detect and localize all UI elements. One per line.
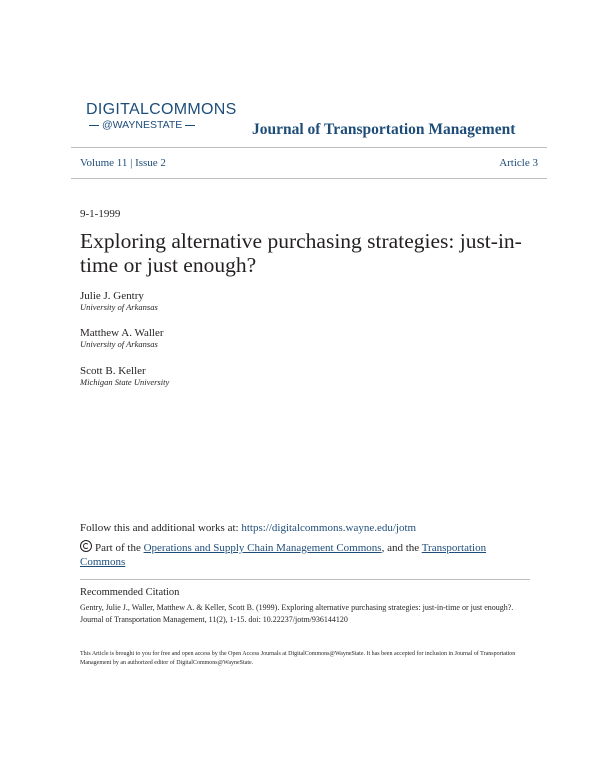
article-title: Exploring alternative purchasing strategies: just-in-time or just enough? [80, 229, 522, 277]
article-number[interactable]: Article 3 [499, 157, 538, 169]
digitalcommons-logo-text: DIGITALCOMMONS [86, 101, 237, 118]
open-access-note: This Article is brought to you for free and open access by the Open Access Journals at DigitalCommons@WayneState. It has been accepted for inclusion in Journal of Transportation Management by an authorized editor of DigitalCommons@WayneState. [80, 651, 516, 666]
logo-rule-left [89, 125, 99, 126]
publication-date: 9-1-1999 [80, 208, 121, 220]
waynestate-logo-text [86, 119, 198, 131]
logo-rule-right [185, 125, 195, 126]
author-block-2 [80, 327, 164, 349]
recommended-citation-text: Gentry, Julie J., Waller, Matthew A. & Keller, Scott B. (1999). Exploring alternative purchasing strategies: just-in-time or just enough?. Journal of Transportation Management, 11(2), 1-15. doi: 10.22237/jotm/936144120 [80, 603, 514, 624]
author-affiliation: Michigan State University [80, 377, 170, 387]
header-divider-top [71, 147, 547, 148]
operations-commons-link[interactable]: Operations and Supply Chain Management Commons [143, 542, 382, 554]
recommended-citation-heading: Recommended Citation [80, 587, 180, 598]
issue-link[interactable]: Issue 2 [135, 157, 166, 169]
author-name[interactable]: Scott B. Keller [80, 365, 146, 377]
volume-issue [80, 157, 166, 169]
author-block-1 [80, 290, 158, 312]
journal-title-link[interactable]: Journal of Transportation Management [252, 121, 516, 138]
author-affiliation: University of Arkansas [80, 302, 158, 312]
author-name[interactable]: Julie J. Gentry [80, 290, 144, 302]
part-of-commons [80, 540, 525, 569]
follow-url-link[interactable]: https://digitalcommons.wayne.edu/jotm [241, 522, 417, 534]
part-of-middle: , and the [381, 542, 422, 554]
volume-link[interactable]: Volume 11 [80, 157, 128, 169]
logo-line2: @WAYNESTATE [102, 119, 183, 131]
part-of-prefix: Part of the [95, 542, 144, 554]
commons-icon [80, 540, 92, 552]
follow-text: Follow this and additional works at: [80, 522, 242, 534]
volume-issue-separator: | [130, 157, 136, 169]
author-affiliation: University of Arkansas [80, 339, 158, 349]
transportation-commons-link[interactable]: Transportation Commons [80, 542, 487, 568]
citation-divider [80, 579, 530, 580]
follow-works [80, 522, 416, 534]
author-block-3 [80, 365, 169, 387]
header-divider-bottom [71, 178, 547, 179]
author-name[interactable]: Matthew A. Waller [80, 327, 164, 339]
